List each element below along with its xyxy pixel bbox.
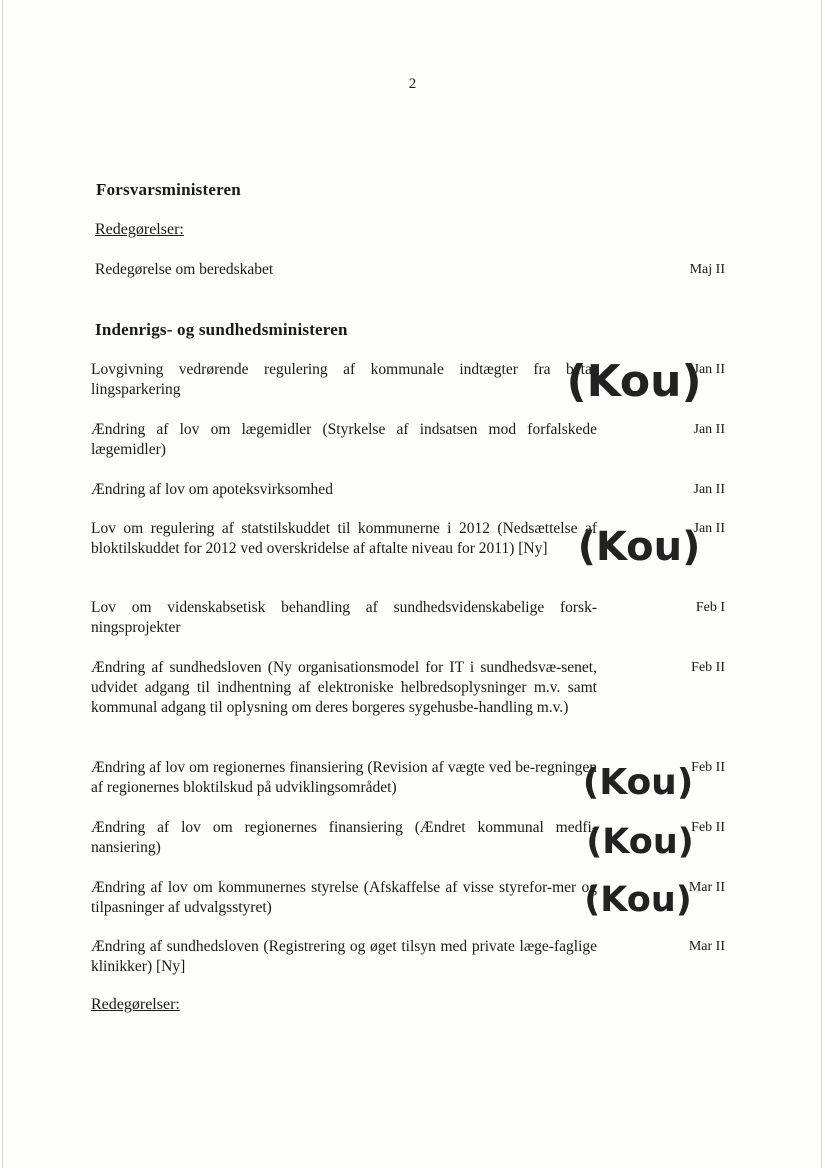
- agenda-item-text: Ændring af lov om regionernes finansiering (Revision af vægte ved be-regningen af regionernes bloktilskud på udviklingsområdet): [91, 759, 597, 796]
- agenda-item-date: Jan II: [693, 521, 725, 536]
- agenda-item-date: Feb II: [691, 660, 725, 675]
- svg-text:(Kou): (Kou): [577, 524, 701, 570]
- agenda-item: [91, 878, 597, 918]
- agenda-item-text: Ændring af lov om kommunernes styrelse (Afskaffelse af visse styrefor-mer og tilpasninger af udvalgsstyret): [91, 879, 597, 916]
- agenda-item-text: Ændring af sundhedsloven (Ny organisationsmodel for IT i sundhedsvæ-senet, udvidet adgang til indhentning af elektroniske helbredsoplysninger m.v. samt kommunal adgang til oplysning om deres borgeres sygehusbe-handling m.v.): [91, 659, 597, 716]
- agenda-item: [91, 360, 597, 400]
- svg-text:(Kou): (Kou): [582, 762, 694, 803]
- agenda-item-text: Ændring af lov om regionernes finansiering (Ændret kommunal medfi-nansiering): [91, 819, 597, 856]
- svg-text:(Kou): (Kou): [584, 880, 692, 920]
- svg-text:(Kou): (Kou): [586, 822, 694, 862]
- agenda-item: [91, 598, 597, 638]
- agenda-item-date: Mar II: [688, 880, 725, 895]
- handwritten-annotation: [586, 810, 694, 866]
- agenda-item-text: Ændring af lov om lægemidler (Styrkelse af indsatsen mod forfalskede lægemidler): [91, 421, 597, 458]
- section-heading-forsvar: Forsvarsministeren: [96, 180, 241, 199]
- subheading-redegorelser-forsvar: Redegørelser:: [95, 221, 184, 238]
- handwritten-annotation: [582, 750, 694, 808]
- agenda-item-text: Lov om regulering af statstilskuddet til kommunerne i 2012 (Nedsættelse af bloktilskuddet for 2012 ved overskridelse af aftalte niveau for 2011) [Ny]: [91, 520, 597, 557]
- agenda-item: [91, 480, 597, 500]
- agenda-item-text: Lov om videnskabsetisk behandling af sundhedsvidenskabelige forsk-ningsprojekter: [91, 599, 597, 636]
- agenda-item-text: Redegørelse om beredskabet: [95, 261, 274, 278]
- agenda-item-text: Ændring af lov om apoteksvirksomhed: [91, 481, 333, 498]
- agenda-item: [91, 519, 597, 559]
- agenda-item-date: Jan II: [693, 422, 725, 437]
- agenda-item: [91, 818, 597, 858]
- handwritten-annotation: [566, 344, 702, 414]
- agenda-item: [95, 260, 601, 280]
- scan-edge-right: [821, 0, 822, 1168]
- scan-edge-left: [2, 0, 3, 1168]
- agenda-item-date: Mar II: [688, 939, 725, 954]
- agenda-item-text: Ændring af sundhedsloven (Registrering og øget tilsyn med private læge-faglige klinikker) [Ny]: [91, 938, 597, 975]
- page-number: 2: [408, 76, 417, 92]
- agenda-item: [91, 758, 597, 798]
- agenda-item: [91, 658, 597, 718]
- svg-text:(Kou): (Kou): [566, 356, 702, 407]
- agenda-item-date: Jan II: [693, 362, 725, 377]
- handwritten-annotation: [584, 868, 692, 924]
- agenda-item-date: Feb II: [691, 760, 725, 775]
- agenda-item-date: Feb I: [695, 600, 725, 615]
- agenda-item: [91, 937, 597, 977]
- agenda-item-text: Lovgivning vedrørende regulering af kommunale indtægter fra beta-lingsparkering: [91, 361, 597, 398]
- agenda-item-date: Jan II: [693, 482, 725, 497]
- agenda-item-date: Feb II: [691, 820, 725, 835]
- subheading-redegorelser-indenrigs: Redegørelser:: [91, 996, 180, 1013]
- agenda-item-date: Maj II: [689, 262, 725, 277]
- section-heading-indenrigs: Indenrigs- og sundhedsministeren: [95, 320, 348, 339]
- handwritten-annotation: [577, 510, 701, 576]
- agenda-item: [91, 420, 597, 460]
